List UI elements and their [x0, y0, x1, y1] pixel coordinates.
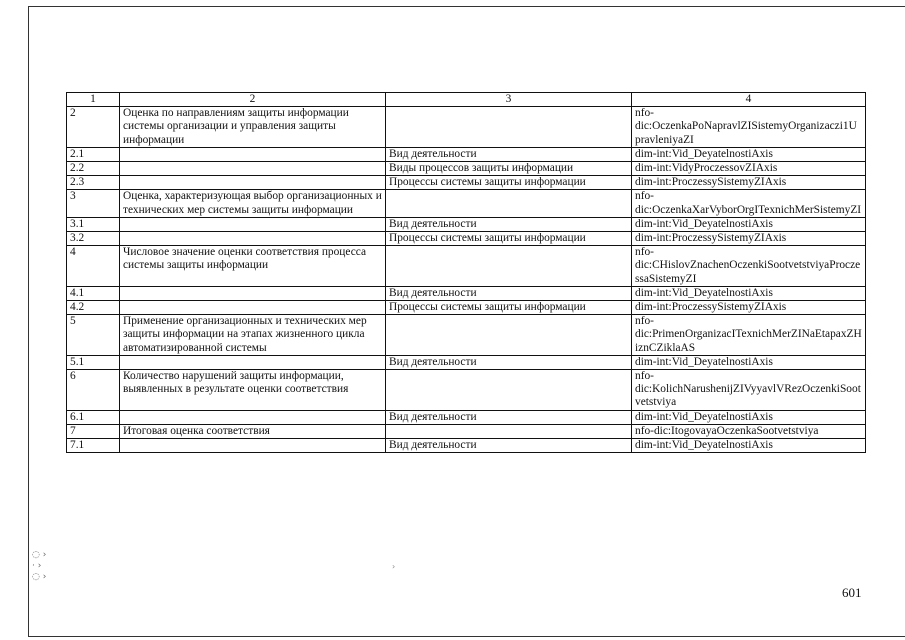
table-body [67, 107, 866, 453]
row-number-cell: 7 [67, 424, 120, 438]
table-row [67, 162, 866, 176]
table-row [67, 355, 866, 369]
code-cell: dim-int:Vid_DeyatelnostiAxis [632, 439, 866, 453]
document-table [66, 92, 866, 453]
dimension-cell: Вид деятельности [386, 410, 632, 424]
page-border-top [28, 6, 905, 7]
scan-artifact-dot: › [392, 562, 396, 571]
code-cell: dim-int:ProczessySistemyZIAxis [632, 301, 866, 315]
row-number-cell: 7.1 [67, 439, 120, 453]
dimension-cell: Вид деятельности [386, 355, 632, 369]
table-row [67, 176, 866, 190]
code-cell: nfo-dic:OczenkaPoNapravlZISistemyOrganizaczi1UpravleniyaZI [632, 107, 866, 148]
table-row [67, 301, 866, 315]
code-cell: nfo-dic:ItogovayaOczenkaSootvetstviya [632, 424, 866, 438]
dimension-cell [386, 246, 632, 287]
indicator-name-cell: Числовое значение оценки соответствия процесса системы защиты информации [120, 246, 386, 287]
code-cell: nfo-dic:OczenkaXarVyborOrgITexnichMerSistemyZI [632, 190, 866, 217]
dimension-cell [386, 190, 632, 217]
header-col-1: 1 [67, 93, 120, 107]
indicator-name-cell: Оценка, характеризующая выбор организационных и технических мер системы защиты информации [120, 190, 386, 217]
indicator-name-cell [120, 162, 386, 176]
dimension-cell [386, 424, 632, 438]
dimension-cell [386, 370, 632, 411]
indicator-name-cell [120, 176, 386, 190]
table-row [67, 232, 866, 246]
table-row [67, 190, 866, 217]
document-table-container [66, 92, 865, 453]
dimension-cell: Вид деятельности [386, 286, 632, 300]
row-number-cell: 2 [67, 107, 120, 148]
row-number-cell: 3.1 [67, 217, 120, 231]
indicator-name-cell: Оценка по направлениям защиты информации системы организации и управления защиты информации [120, 107, 386, 148]
indicator-name-cell [120, 439, 386, 453]
table-row [67, 439, 866, 453]
code-cell: nfo-dic:KolichNarushenijZIVyyavlVRezOczenkiSootvetstviya [632, 370, 866, 411]
row-number-cell: 3.2 [67, 232, 120, 246]
indicator-name-cell [120, 232, 386, 246]
code-cell: dim-int:Vid_DeyatelnostiAxis [632, 410, 866, 424]
table-row [67, 286, 866, 300]
dimension-cell: Процессы системы защиты информации [386, 176, 632, 190]
row-number-cell: 2.3 [67, 176, 120, 190]
code-cell: dim-int:ProczessySistemyZIAxis [632, 232, 866, 246]
page-border-bottom [28, 636, 905, 637]
code-cell: dim-int:Vid_DeyatelnostiAxis [632, 286, 866, 300]
row-number-cell: 3 [67, 190, 120, 217]
indicator-name-cell: Итоговая оценка соответствия [120, 424, 386, 438]
indicator-name-cell [120, 301, 386, 315]
dimension-cell: Процессы системы защиты информации [386, 301, 632, 315]
indicator-name-cell [120, 286, 386, 300]
row-number-cell: 6 [67, 370, 120, 411]
dimension-cell: Виды процессов защиты информации [386, 162, 632, 176]
table-header-row [67, 93, 866, 107]
scan-artifact: ◌ › · › ◌ › [32, 550, 47, 582]
indicator-name-cell [120, 410, 386, 424]
code-cell: dim-int:Vid_DeyatelnostiAxis [632, 355, 866, 369]
dimension-cell: Вид деятельности [386, 147, 632, 161]
dimension-cell: Вид деятельности [386, 439, 632, 453]
table-row [67, 370, 866, 411]
code-cell: nfo-dic:PrimenOrganizacITexnichMerZINaEtapaxZHiznCZiklaAS [632, 315, 866, 356]
row-number-cell: 2.2 [67, 162, 120, 176]
page-number: 601 [842, 585, 862, 600]
row-number-cell: 4.2 [67, 301, 120, 315]
table-row [67, 424, 866, 438]
dimension-cell: Вид деятельности [386, 217, 632, 231]
row-number-cell: 4.1 [67, 286, 120, 300]
table-row [67, 315, 866, 356]
dimension-cell [386, 107, 632, 148]
indicator-name-cell [120, 355, 386, 369]
table-row [67, 410, 866, 424]
header-col-3: 3 [386, 93, 632, 107]
code-cell: nfo-dic:CHislovZnachenOczenkiSootvetstviyaProczessaSistemyZI [632, 246, 866, 287]
code-cell: dim-int:Vid_DeyatelnostiAxis [632, 217, 866, 231]
indicator-name-cell: Применение организационных и технических мер защиты информации на этапах жизненного цикла автоматизированной системы [120, 315, 386, 356]
row-number-cell: 2.1 [67, 147, 120, 161]
row-number-cell: 5.1 [67, 355, 120, 369]
table-row [67, 107, 866, 148]
indicator-name-cell [120, 217, 386, 231]
dimension-cell: Процессы системы защиты информации [386, 232, 632, 246]
header-col-4: 4 [632, 93, 866, 107]
row-number-cell: 5 [67, 315, 120, 356]
dimension-cell [386, 315, 632, 356]
table-row [67, 246, 866, 287]
indicator-name-cell: Количество нарушений защиты информации, выявленных в результате оценки соответствия [120, 370, 386, 411]
page-border-left [28, 6, 29, 636]
row-number-cell: 6.1 [67, 410, 120, 424]
table-row [67, 217, 866, 231]
code-cell: dim-int:ProczessySistemyZIAxis [632, 176, 866, 190]
indicator-name-cell [120, 147, 386, 161]
code-cell: dim-int:VidyProczessovZIAxis [632, 162, 866, 176]
code-cell: dim-int:Vid_DeyatelnostiAxis [632, 147, 866, 161]
row-number-cell: 4 [67, 246, 120, 287]
header-col-2: 2 [120, 93, 386, 107]
table-row [67, 147, 866, 161]
